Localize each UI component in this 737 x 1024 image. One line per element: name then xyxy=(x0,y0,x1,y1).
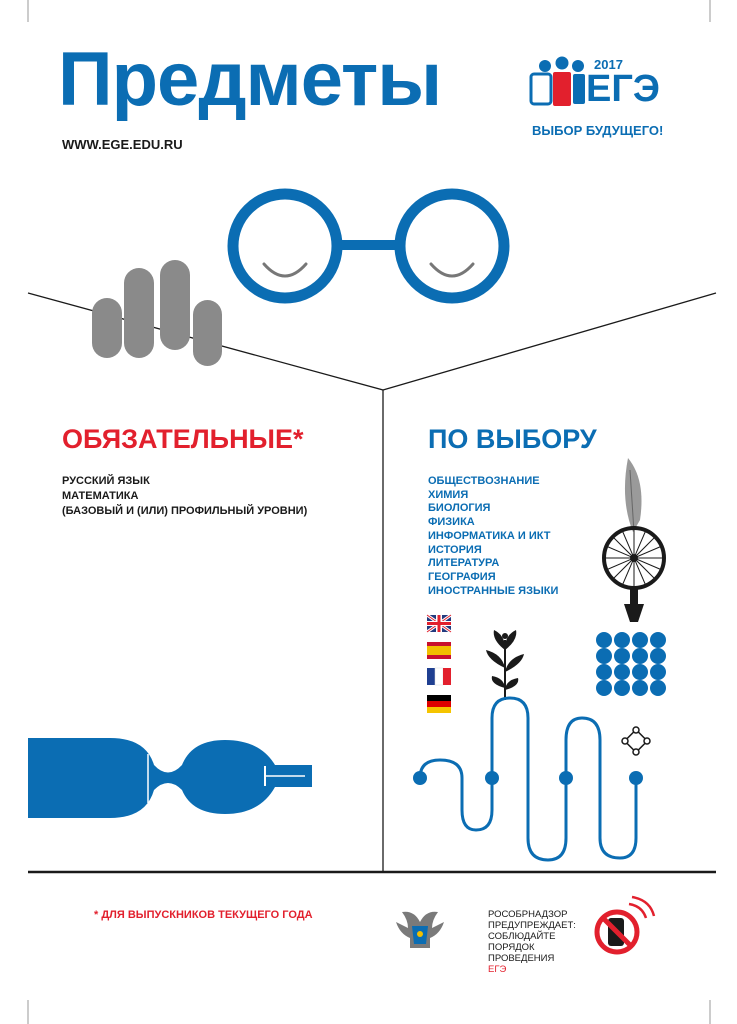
uk-flag-icon xyxy=(427,615,451,632)
logo-year: 2017 xyxy=(594,57,623,72)
dumbbell-graphic xyxy=(28,738,312,818)
warning-line: РОСОБРНАДЗОР xyxy=(488,909,568,920)
wheel-icon xyxy=(604,528,664,622)
eagle-emblem-icon xyxy=(396,912,444,948)
plant-icon xyxy=(486,630,524,700)
list-item: ОБЩЕСТВОЗНАНИЕ xyxy=(428,475,540,487)
optional-heading: ПО ВЫБОРУ xyxy=(428,424,597,454)
list-item: РУССКИЙ ЯЗЫК xyxy=(62,475,150,487)
ege-logo-icon xyxy=(531,57,585,107)
france-flag-icon xyxy=(427,668,451,685)
list-item: ИСТОРИЯ xyxy=(428,543,482,556)
list-item: ИНФОРМАТИКА И ИКТ xyxy=(428,529,551,542)
warning-accent: ЕГЭ xyxy=(488,964,507,975)
list-item: ГЕОГРАФИЯ xyxy=(428,570,496,583)
logo-name: ЕГЭ xyxy=(586,68,660,110)
fingers-icon xyxy=(92,260,222,366)
molecule-icon xyxy=(622,727,650,755)
list-item: ИНОСТРАННЫЕ ЯЗЫКИ xyxy=(428,584,559,597)
warning-text xyxy=(488,909,576,975)
glasses-icon xyxy=(233,194,504,298)
warning-line: ПРОВЕДЕНИЯ xyxy=(488,953,555,964)
list-item: МАТЕМАТИКА xyxy=(62,490,139,502)
knit-pattern-graphic xyxy=(596,632,666,696)
germany-flag-icon xyxy=(427,695,451,713)
warning-line: СОБЛЮДАЙТЕ xyxy=(488,931,556,942)
spain-flag-icon xyxy=(427,642,451,659)
list-item: (БАЗОВЫЙ И (ИЛИ) ПРОФИЛЬНЫЙ УРОВНИ) xyxy=(62,505,308,517)
page-title: Предметы xyxy=(58,37,442,122)
feather-icon xyxy=(625,458,642,532)
list-item: ХИМИЯ xyxy=(428,488,469,501)
mandatory-list xyxy=(62,474,307,519)
logo-tagline: ВЫБОР БУДУЩЕГО! xyxy=(532,123,664,138)
warning-line: ПРЕДУПРЕЖДАЕТ: xyxy=(488,920,576,931)
tube-graphic xyxy=(413,698,643,860)
no-phone-icon xyxy=(597,897,654,952)
footnote: * ДЛЯ ВЫПУСКНИКОВ ТЕКУЩЕГО ГОДА xyxy=(94,909,313,921)
list-item: ЛИТЕРАТУРА xyxy=(428,557,500,570)
list-item: ФИЗИКА xyxy=(428,516,475,529)
list-item: БИОЛОГИЯ xyxy=(428,502,491,515)
mandatory-heading: ОБЯЗАТЕЛЬНЫЕ* xyxy=(62,424,304,454)
website-link[interactable]: WWW.EGE.EDU.RU xyxy=(62,137,183,152)
warning-line: ПОРЯДОК xyxy=(488,942,535,953)
optional-list xyxy=(428,475,558,598)
